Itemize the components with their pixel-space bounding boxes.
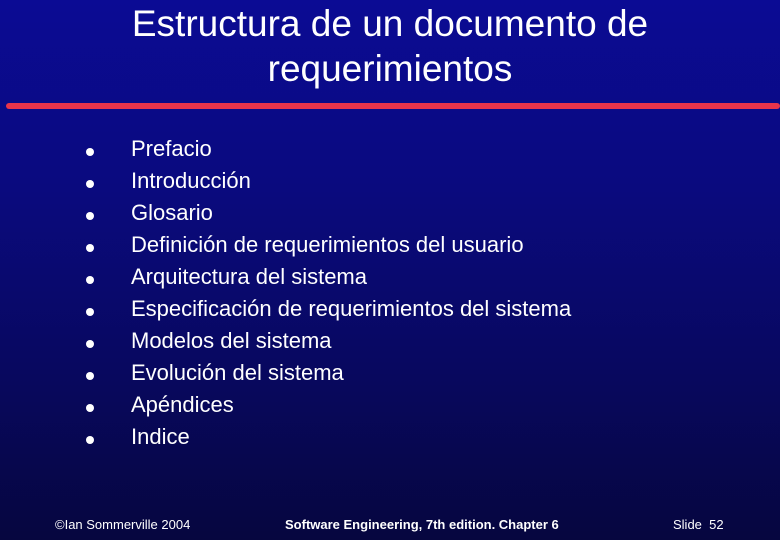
list-item-text: Introducción (131, 168, 251, 193)
slide-title-line-1: Estructura de un documento de (131, 3, 649, 44)
list-item-text: Arquitectura del sistema (131, 264, 367, 289)
list-item-text: Glosario (131, 200, 213, 225)
bullet-icon (86, 148, 94, 156)
bullet-icon (86, 244, 94, 252)
footer-copyright: ©Ian Sommerville 2004 (55, 517, 191, 532)
list-item-text: Prefacio (131, 136, 212, 161)
list-item-text: Definición de requerimientos del usuario (131, 232, 524, 257)
list-item-text: Especificación de requerimientos del sistema (131, 296, 572, 321)
bullet-icon (86, 436, 94, 444)
list-item-text: Apéndices (131, 392, 234, 417)
title-divider (6, 103, 780, 109)
list-item-text: Indice (131, 424, 190, 449)
bullet-icon (86, 404, 94, 412)
bullet-icon (86, 308, 94, 316)
list-item-text: Evolución del sistema (131, 360, 344, 385)
bullet-icon (86, 372, 94, 380)
bullet-icon (86, 212, 94, 220)
bullet-icon (86, 276, 94, 284)
bullet-icon (86, 340, 94, 348)
slide-title (0, 1, 780, 91)
bullet-icon (86, 180, 94, 188)
footer-book-title: Software Engineering, 7th edition. Chapter 6 (285, 517, 559, 532)
list-item-text: Modelos del sistema (131, 328, 332, 353)
slide-title-line-2: requerimientos (267, 48, 513, 89)
footer-slide-number: Slide 52 (673, 517, 724, 532)
